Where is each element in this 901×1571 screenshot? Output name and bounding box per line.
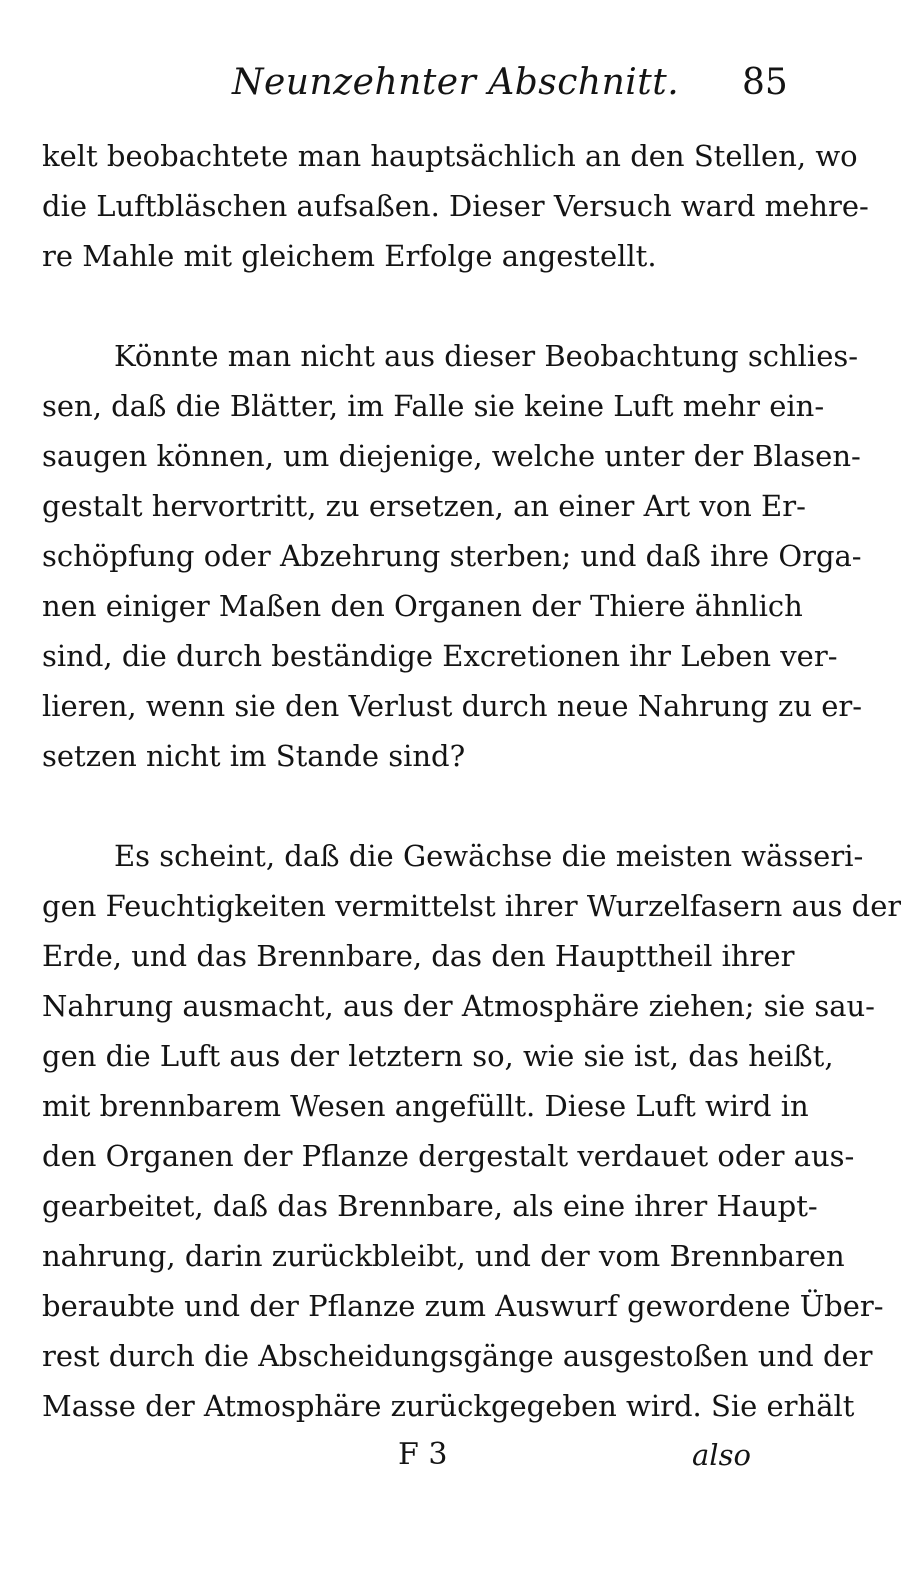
- paragraph-1: [42, 131, 869, 281]
- text-line: den Organen der Pflanze dergestalt verdauet oder aus-: [42, 1139, 855, 1173]
- text-line: nahrung, darin zurückbleibt, und der vom Brennbaren: [42, 1239, 845, 1273]
- text-line: gen Feuchtigkeiten vermittelst ihrer Wurzelfasern aus der: [42, 889, 901, 923]
- text-line: beraubte und der Pflanze zum Auswurf gewordene Über-: [42, 1289, 884, 1323]
- text-line: sen, daß die Blätter, im Falle sie keine Luft mehr ein-: [42, 389, 825, 423]
- text-line: saugen können, um diejenige, welche unter der Blasen-: [42, 439, 861, 473]
- text-line: Nahrung ausmacht, aus der Atmosphäre ziehen; sie sau-: [42, 989, 875, 1023]
- catchword: also: [692, 1438, 751, 1472]
- running-head: [0, 58, 830, 118]
- text-line: nen einiger Maßen den Organen der Thiere ähnlich: [42, 589, 803, 623]
- text-line: setzen nicht im Stande sind?: [42, 739, 466, 773]
- text-line: lieren, wenn sie den Verlust durch neue Nahrung zu er-: [42, 689, 863, 723]
- text-line: Könnte man nicht aus dieser Beobachtung schlies-: [114, 339, 859, 373]
- text-line: re Mahle mit gleichem Erfolge angestellt.: [42, 239, 657, 273]
- text-line: rest durch die Abscheidungsgänge ausgestoßen und der: [42, 1339, 873, 1373]
- text-line: Masse der Atmosphäre zurückgegeben wird. Sie erhält: [42, 1389, 855, 1423]
- paragraph-3: [42, 831, 901, 1431]
- page-number: 85: [742, 62, 788, 103]
- text-line: die Luftbläschen aufsaßen. Dieser Versuch ward mehre-: [42, 189, 869, 223]
- text-line: Es scheint, daß die Gewächse die meisten wässeri-: [114, 839, 864, 873]
- text-line: gen die Luft aus der letztern so, wie sie ist, das heißt,: [42, 1039, 834, 1073]
- chapter-title: Neunzehnter Abschnitt.: [232, 62, 680, 103]
- text-line: schöpfung oder Abzehrung sterben; und daß ihre Orga-: [42, 539, 862, 573]
- text-line: gestalt hervortritt, zu ersetzen, an einer Art von Er-: [42, 489, 806, 523]
- text-line: gearbeitet, daß das Brennbare, als eine ihrer Haupt-: [42, 1189, 818, 1223]
- text-line: Erde, und das Brennbare, das den Haupttheil ihrer: [42, 939, 795, 973]
- text-line: sind, die durch beständige Excretionen ihr Leben ver-: [42, 639, 838, 673]
- text-line: mit brennbarem Wesen angefüllt. Diese Luft wird in: [42, 1089, 809, 1123]
- page-footer: [0, 1430, 830, 1490]
- signature-mark: F 3: [398, 1437, 448, 1472]
- text-line: kelt beobachtete man hauptsächlich an den Stellen, wo: [42, 139, 858, 173]
- paragraph-2: [42, 331, 863, 781]
